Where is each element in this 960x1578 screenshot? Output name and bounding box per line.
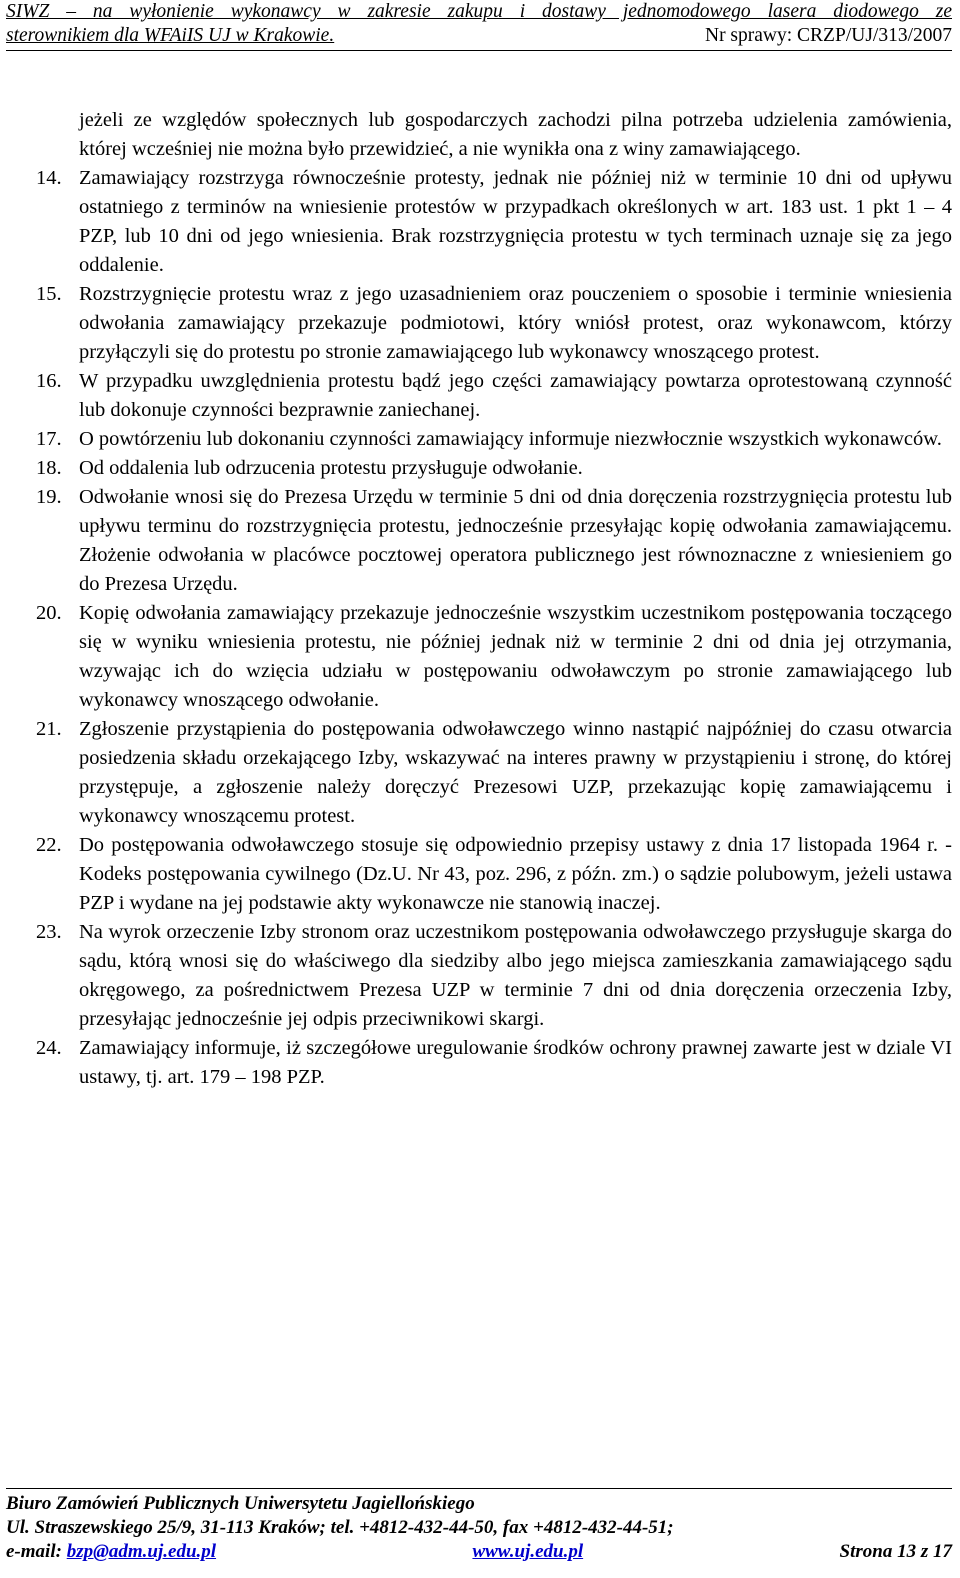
item-number: 14. — [36, 167, 62, 189]
list-item — [36, 918, 952, 1034]
website-link[interactable]: www.uj.edu.pl — [472, 1541, 584, 1562]
item-number: 22. — [36, 834, 62, 856]
case-number: Nr sprawy: CRZP/UJ/313/2007 — [704, 25, 952, 46]
item-number: 24. — [36, 1037, 62, 1059]
item-text: Zamawiający informuje, iż szczegółowe uregulowanie środków ochrony prawnej zawarte jest w dziale VI ustawy, tj. art. 179 – 198 PZP. — [79, 1037, 952, 1088]
footer-contact-row — [6, 1540, 952, 1564]
list-item — [36, 715, 952, 831]
item-text: Zamawiający rozstrzyga równocześnie protesty, jednak nie później niż w terminie 10 dni od upływu ostatniego z terminów na wniesienie protestów w przypadkach określonych w art. 183 ust. 1 pkt 1 – 4 PZP, lub 10 dni od jego wniesienia. Brak rozstrzygnięcia protestu w tych terminach uznaje się za jego oddalenie. — [79, 167, 952, 276]
list-item — [36, 164, 952, 280]
item-number: 15. — [36, 283, 62, 305]
header-subtitle: sterownikiem dla WFAiIS UJ w Krakowie. — [6, 25, 335, 46]
item-text: Od oddalenia lub odrzucenia protestu przysługuje odwołanie. — [79, 457, 583, 479]
item-text: Odwołanie wnosi się do Prezesa Urzędu w terminie 5 dni od dnia doręczenia rozstrzygnięcia protestu lub upływu terminu do rozstrzygnięcia protestu, jednocześnie przesyłając kopię odwołania zamawiającemu. Złożenie odwołania w placówce pocztowej operatora publicznego jest równoznaczne z wniesieniem go do Prezesa Urzędu. — [79, 486, 952, 595]
header-title: SIWZ – na wyłonienie wykonawcy w zakresie zakupu i dostawy jednomodowego lasera diodowego ze — [6, 1, 952, 22]
item-text: Kopię odwołania zamawiający przekazuje jednocześnie wszystkim uczestnikom postępowania toczącego się w wyniku wniesienia protestu, nie później jednak niż w terminie 2 dni od dnia jej otrzymania, wzywając ich do wzięcia udziału w postępowaniu odwoławczym po stronie zamawiającego lub wykonawcy wnoszącego odwołanie. — [79, 602, 952, 711]
item-text: W przypadku uwzględnienia protestu bądź jego części zamawiający powtarza oprotestowaną czynność lub dokonuje czynności bezprawnie zaniechanej. — [79, 370, 952, 421]
item-text: Na wyrok orzeczenie Izby stronom oraz uczestnikom postępowania odwoławczego przysługuje skarga do sądu, którą wnosi się do właściwego dla siedziby albo jego miejsca zamieszkania zamawiającego sądu okręgowego, za pośrednictwem Prezesa UZP w terminie 7 dni od dnia doręczenia orzeczenia Izby, przesyłając jednocześnie jej odpis przeciwnikowi skargi. — [79, 921, 952, 1030]
item-number: 18. — [36, 457, 62, 479]
list-item — [36, 831, 952, 918]
list-item — [36, 599, 952, 715]
list-item — [36, 483, 952, 599]
footer-email-group — [6, 1540, 216, 1564]
item-number: 21. — [36, 718, 62, 740]
email-label: e-mail: — [6, 1541, 67, 1562]
item-number: 19. — [36, 486, 62, 508]
list-item — [36, 1034, 952, 1092]
item-number: 23. — [36, 921, 62, 943]
item-text: Rozstrzygnięcie protestu wraz z jego uzasadnieniem oraz pouczeniem o sposobie i terminie wniesienia odwołania zamawiający przekazuje podmiotowi, który wniósł protest, oraz wykonawcom, którzy przyłączyli się do protestu po stronie zamawiającego lub wykonawcy wnoszącego protest. — [79, 283, 952, 363]
page-header — [6, 0, 952, 51]
footer-office: Biuro Zamówień Publicznych Uniwersytetu Jagiellońskiego — [6, 1493, 475, 1514]
list-item — [36, 367, 952, 425]
header-line2 — [6, 24, 952, 48]
item-text: O powtórzeniu lub dokonaniu czynności zamawiający informuje niezwłocznie wszystkich wykonawców. — [79, 428, 942, 450]
list-item — [36, 425, 952, 454]
item-number: 17. — [36, 428, 62, 450]
page-footer — [6, 1488, 952, 1564]
item-number: 20. — [36, 602, 62, 624]
item-number: 16. — [36, 370, 62, 392]
item-text: Zgłoszenie przystąpienia do postępowania odwoławczego winno nastąpić najpóźniej do czasu otwarcia posiedzenia składu orzekającego Izby, wskazywać na interes prawny w przystąpieniu i stronę, do której przystępuje, a zgłoszenie należy doręczyć Prezesowi UZP, przekazując kopię zamawiającemu i wykonawcy wnoszącemu protest. — [79, 718, 952, 827]
list-item — [36, 280, 952, 367]
item-text: Do postępowania odwoławczego stosuje się odpowiednio przepisy ustawy z dnia 17 listopada 1964 r. - Kodeks postępowania cywilnego (Dz.U. Nr 43, poz. 296, z późn. zm.) o sądzie polubowym, jeżeli ustawa PZP i wydane na jej podstawie akty wykonawcze nie stanowią inaczej. — [79, 834, 952, 914]
footer-address: Ul. Straszewskiego 25/9, 31-113 Kraków; tel. +4812-432-44-50, fax +4812-432-44-51; — [6, 1517, 674, 1538]
document-body — [36, 106, 952, 1092]
list-item — [36, 454, 952, 483]
numbered-list — [36, 164, 952, 1092]
page-number: Strona 13 z 17 — [839, 1541, 952, 1562]
continuation-paragraph: jeżeli ze względów społecznych lub gospodarczych zachodzi pilna potrzeba udzielenia zamówienia, której wcześniej nie można było przewidzieć, a nie wynikła ona z winy zamawiającego. — [79, 109, 952, 160]
email-link[interactable]: bzp@adm.uj.edu.pl — [66, 1541, 217, 1562]
